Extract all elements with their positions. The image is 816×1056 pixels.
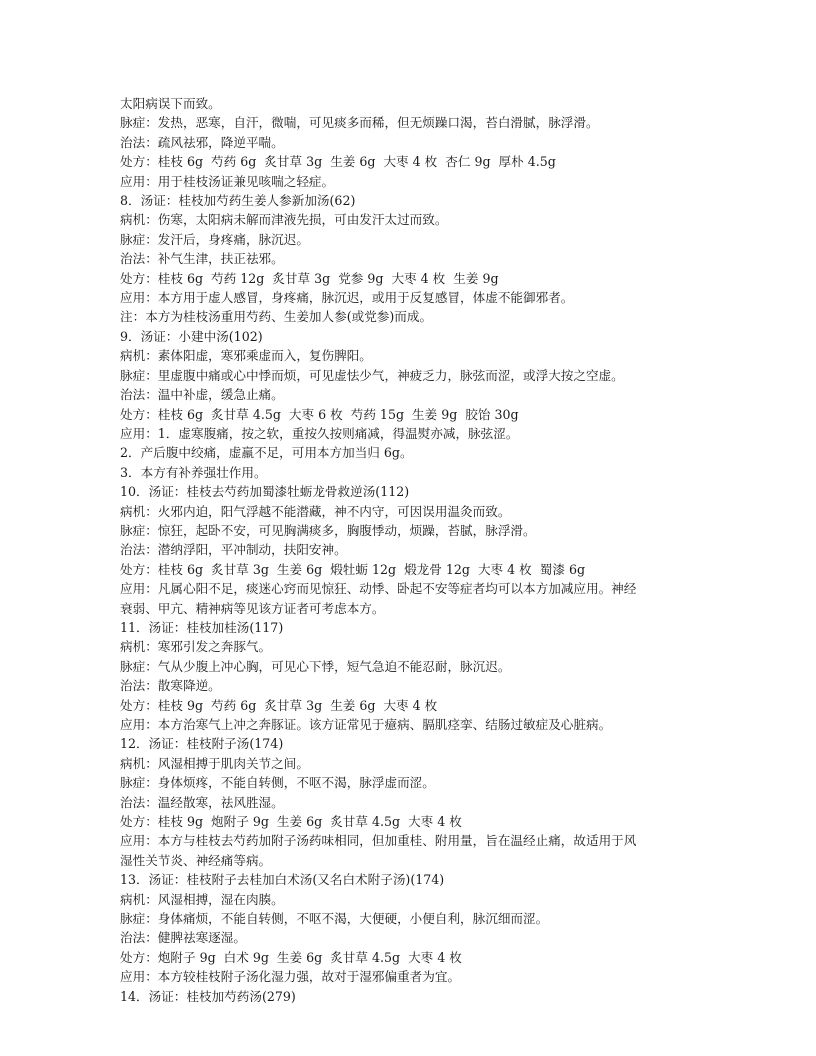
- text-line: 9．汤证：小建中汤(102): [120, 328, 263, 344]
- text-line: 脉症：里虚腹中痛或心中悸而烦，可见虚怯少气，神疲乏力，脉弦而涩，或浮大按之空虚。: [120, 367, 624, 383]
- text-line: 应用：本方治寒气上冲之奔豚证。该方证常见于癔病、膈肌痉挛、结肠过敏症及心脏病。: [120, 717, 612, 732]
- text-line: 10．汤证：桂枝去芍药加蜀漆牡蛎龙骨救逆汤(112): [120, 484, 410, 500]
- text-line: 处方：桂枝 6g 炙甘草 3g 生姜 6g 煅牡蛎 12g 煅龙骨 12g 大枣 4 枚 蜀漆 6g: [120, 561, 586, 577]
- document-page: [120, 94, 700, 1006]
- text-line: 治法：温中补虚，缓急止痛。: [120, 387, 284, 403]
- text-line: 脉症：惊狂，起卧不安，可见胸满痰多，胸腹悸动，烦躁，苔腻，脉浮滑。: [120, 522, 536, 538]
- text-line: 注：本方为桂枝汤重用芍药、生姜加人参(或党参)而成。: [120, 309, 433, 325]
- text-line: 应用：用于桂枝汤证兼见咳喘之轻症。: [120, 173, 335, 189]
- text-line: 脉症：气从少腹上冲心胸，可见心下悸，短气急迫不能忍耐，脉沉迟。: [120, 658, 511, 674]
- text-line: 脉症：发汗后，身疼痛，脉沉迟。: [120, 231, 309, 247]
- text-line: 病机：寒邪引发之奔豚气。: [120, 639, 272, 655]
- text-line: 处方：桂枝 6g 芍药 12g 炙甘草 3g 党参 9g 大枣 4 枚 生姜 9g: [120, 270, 499, 286]
- text-line: 治法：温经散寒，祛风胜湿。: [120, 794, 284, 810]
- text-line: 11．汤证：桂枝加桂汤(117): [120, 619, 284, 635]
- text-line: 13．汤证：桂枝附子去桂加白术汤(又名白术附子汤)(174): [120, 872, 445, 888]
- text-line: 治法：散寒降逆。: [120, 678, 221, 694]
- text-line: 处方：桂枝 6g 炙甘草 4.5g 大枣 6 枚 芍药 15g 生姜 9g 胶饴 30g: [120, 406, 519, 422]
- text-line: 应用：本方较桂枝附子汤化湿力强，故对于湿邪偏重者为宜。: [120, 969, 461, 985]
- text-line: 处方：桂枝 6g 芍药 6g 炙甘草 3g 生姜 6g 大枣 4 枚 杏仁 9g 厚朴 4.5g: [120, 154, 556, 170]
- text-line: 治法：潜纳浮阳，平冲制动，扶阳安神。: [120, 542, 347, 558]
- text-line: 12．汤证：桂枝附子汤(174): [120, 736, 284, 752]
- text-line: 太阳病误下而致。: [120, 96, 221, 111]
- text-line: 病机：火邪内迫，阳气浮越不能潜藏，神不内守，可因误用温灸而致。: [120, 503, 511, 519]
- text-line: 处方：炮附子 9g 白术 9g 生姜 6g 炙甘草 4.5g 大枣 4 枚: [120, 949, 462, 965]
- text-line: 衰弱、甲亢、精神病等见该方证者可考虑本方。: [120, 600, 385, 616]
- text-line: 治法：健脾祛寒逐湿。: [120, 930, 246, 946]
- text-line: 病机：伤寒，太阳病未解而津液先损，可由发汗太过而致。: [120, 212, 448, 228]
- text-line: 应用：凡属心阳不足，痰迷心窍而见惊狂、动悸、卧起不安等症者均可以本方加减应用。神经: [120, 581, 637, 597]
- text-line: 脉症：发热，恶寒，自汗，微喘，可见痰多而稀，但无烦躁口渴，苔白滑腻，脉浮滑。: [120, 115, 599, 131]
- text-line: 应用：本方与桂枝去芍药加附子汤药味相同，但加重桂、附用量，旨在温经止痛，故适用于风: [120, 833, 637, 849]
- text-line: 治法：补气生津，扶正祛邪。: [120, 251, 284, 267]
- text-line: 病机：风湿相搏，湿在肉腠。: [120, 891, 284, 907]
- text-line: 病机：风湿相搏于肌肉关节之间。: [120, 755, 309, 771]
- text-line: 脉症：身体烦疼，不能自转侧，不呕不渴，脉浮虚而涩。: [120, 775, 435, 791]
- text-line: 治法：疏风祛邪，降逆平喘。: [120, 134, 284, 150]
- text-line: 湿性关节炎、神经痛等病。: [120, 852, 272, 868]
- text-line: 3．本方有补养强壮作用。: [120, 464, 267, 480]
- text-line: 2．产后腹中绞痛，虚羸不足，可用本方加当归 6g。: [120, 445, 413, 461]
- text-line: 脉症：身体痛烦，不能自转侧，不呕不渴，大便硬，小便自利，脉沉细而涩。: [120, 911, 549, 927]
- text-line: 8．汤证：桂枝加芍药生姜人参新加汤(62): [120, 193, 356, 209]
- text-line: 14．汤证：桂枝加芍药汤(279): [120, 988, 296, 1004]
- text-line: 病机：素体阳虚，寒邪乘虚而入，复伤脾阳。: [120, 348, 372, 364]
- text-line: 处方：桂枝 9g 炮附子 9g 生姜 6g 炙甘草 4.5g 大枣 4 枚: [120, 814, 462, 830]
- text-line: 应用：1．虚寒腹痛，按之软，重按久按则痛减，得温熨亦减，脉弦涩。: [120, 425, 519, 441]
- text-line: 应用：本方用于虚人感冒，身疼痛，脉沉迟，或用于反复感冒，体虚不能御邪者。: [120, 290, 574, 306]
- text-line: 处方：桂枝 9g 芍药 6g 炙甘草 3g 生姜 6g 大枣 4 枚: [120, 697, 438, 713]
